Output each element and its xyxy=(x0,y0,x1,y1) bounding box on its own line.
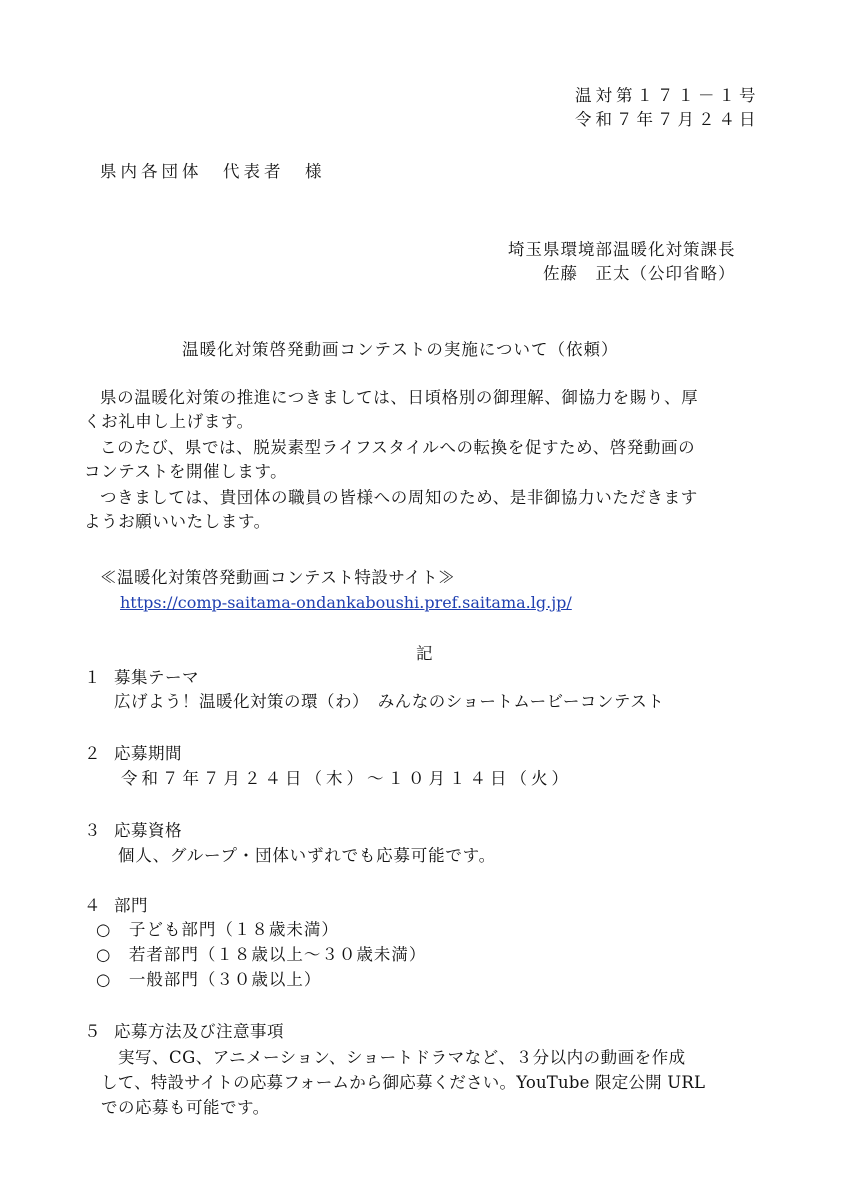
section-2-number: ２ xyxy=(84,744,101,763)
division-item-youth: ○ 若者部門（１８歳以上～３０歳未満） xyxy=(96,945,427,964)
division-item-children: ○ 子ども部門（１８歳未満） xyxy=(96,920,339,939)
body-paragraph-3-line-2: ようお願いいたします。 xyxy=(84,512,271,531)
section-1-text: 広げよう！温暖化対策の環（わ） みんなのショートムービーコンテスト xyxy=(114,692,665,711)
document-number: 温対第１７１－１号 xyxy=(575,86,760,105)
division-item-general: ○ 一般部門（３０歳以上） xyxy=(96,970,322,989)
addressee: 県内各団体 代表者 様 xyxy=(100,162,326,181)
sender-name: 佐藤 正太（公印省略） xyxy=(543,264,736,283)
section-5-text-line-1: 実写、CG、アニメーション、ショートドラマなど、３分以内の動画を作成 xyxy=(118,1048,686,1067)
section-1-number: １ xyxy=(84,668,101,687)
section-3-number: ３ xyxy=(84,821,101,840)
section-5-text-line-3: での応募も可能です。 xyxy=(101,1098,270,1117)
site-url-link[interactable]: https://comp-saitama-ondankaboushi.pref.saitama.lg.jp/ xyxy=(120,593,572,612)
body-paragraph-3-line-1: つきましては、貴団体の職員の皆様への周知のため、是非御協力いただきます xyxy=(100,488,698,507)
section-4-number: ４ xyxy=(84,896,101,915)
document-date: 令和７年７月２４日 xyxy=(575,110,760,129)
site-label: ≪温暖化対策啓発動画コンテスト特設サイト≫ xyxy=(100,568,456,587)
section-5-number: ５ xyxy=(84,1022,101,1041)
section-5-text-line-2: して、特設サイトの応募フォームから御応募ください。YouTube 限定公開 URL xyxy=(101,1073,706,1092)
section-2-text: 令和７年７月２４日（木）～１０月１４日（火） xyxy=(121,769,572,788)
section-4-heading: 部門 xyxy=(114,896,148,915)
body-paragraph-1-line-1: 県の温暖化対策の推進につきましては、日頃格別の御理解、御協力を賜り、厚 xyxy=(100,388,699,407)
ki-marker: 記 xyxy=(416,644,433,663)
section-1-heading: 募集テーマ xyxy=(114,668,199,687)
body-paragraph-2-line-1: このたび、県では、脱炭素型ライフスタイルへの転換を促すため、啓発動画の xyxy=(100,438,696,457)
sender-organization: 埼玉県環境部温暖化対策課長 xyxy=(508,240,736,259)
section-5-heading: 応募方法及び注意事項 xyxy=(114,1022,284,1041)
body-paragraph-1-line-2: くお礼申し上げます。 xyxy=(84,412,254,431)
body-paragraph-2-line-2: コンテストを開催します。 xyxy=(84,462,288,481)
section-3-text: 個人、グループ・団体いずれでも応募可能です。 xyxy=(118,846,496,865)
document-title: 温暖化対策啓発動画コンテストの実施について（依頼） xyxy=(182,340,619,359)
section-3-heading: 応募資格 xyxy=(114,821,182,840)
section-2-heading: 応募期間 xyxy=(114,744,182,763)
